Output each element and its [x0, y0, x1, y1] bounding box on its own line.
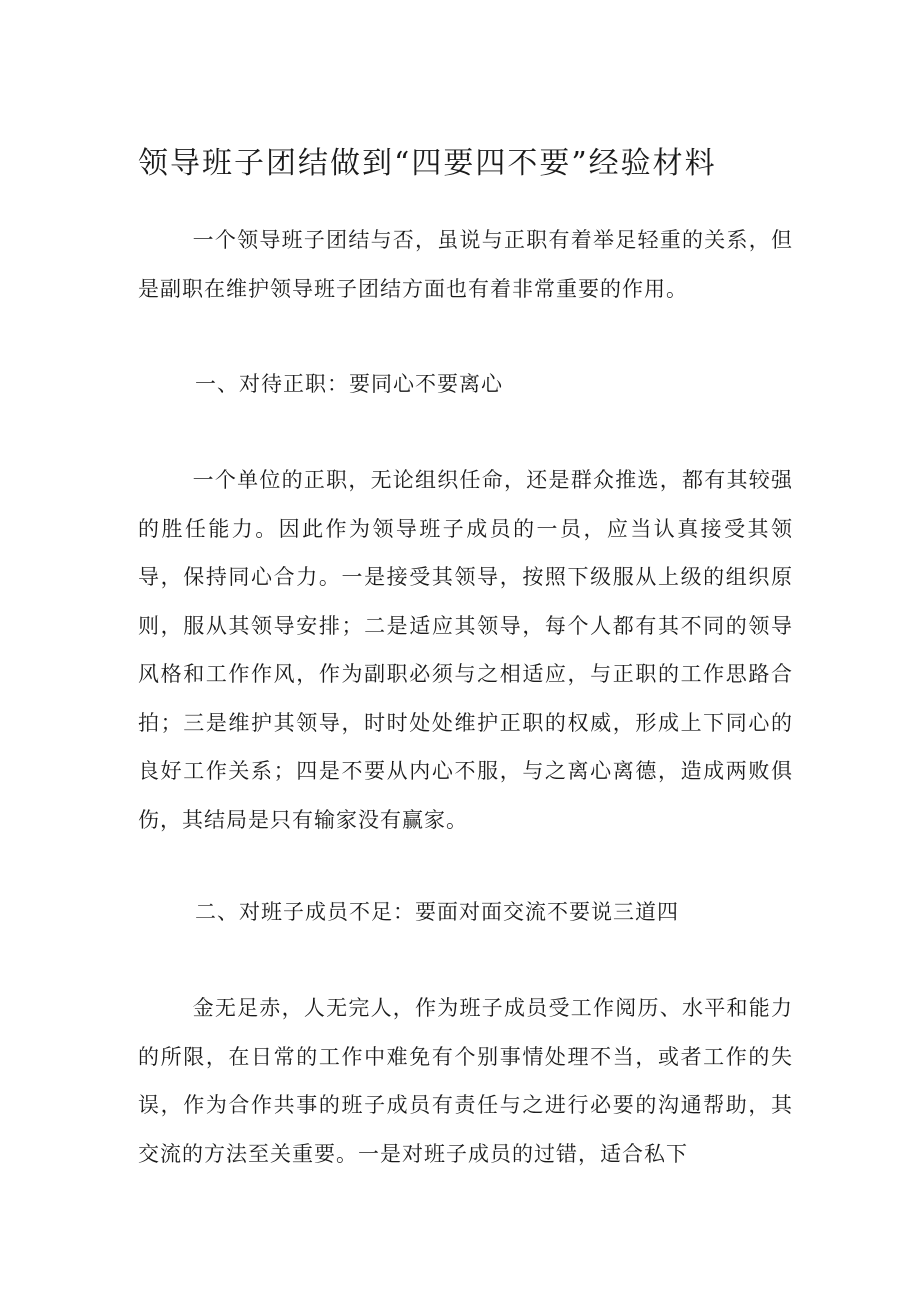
section-one-heading: 一、对待正职：要同心不要离心 [195, 372, 503, 396]
section-two-heading: 二、对班子成员不足：要面对面交流不要说三道四 [195, 900, 679, 924]
document-title: 领导班子团结做到“四要四不要”经验材料 [138, 146, 717, 181]
section-two-paragraph: 金无足赤，人无完人，作为班子成员受工作阅历、水平和能力的所限，在日常的工作中难免有个别事情处理不当，或者工作的失误，作为合作共事的班子成员有责任与之进行必要的沟通帮助，其交流的方法至关重要。一是对班子成员的过错，适合私下 [138, 996, 793, 1166]
intro-paragraph: 一个领导班子团结与否，虽说与正职有着举足轻重的关系，但是副职在维护领导班子团结方面也有着非常重要的作用。 [138, 228, 793, 301]
section-one-paragraph: 一个单位的正职，无论组织任命，还是群众推选，都有其较强的胜任能力。因此作为领导班子成员的一员，应当认真接受其领导，保持同心合力。一是接受其领导，按照下级服从上级的组织原则，服从其领导安排；二是适应其领导，每个人都有其不同的领导风格和工作作风，作为副职必须与之相适应，与正职的工作思路合拍；三是维护其领导，时时处处维护正职的权威，形成上下同心的良好工作关系；四是不要从内心不服，与之离心离德，造成两败俱伤，其结局是只有输家没有赢家。 [138, 468, 793, 832]
